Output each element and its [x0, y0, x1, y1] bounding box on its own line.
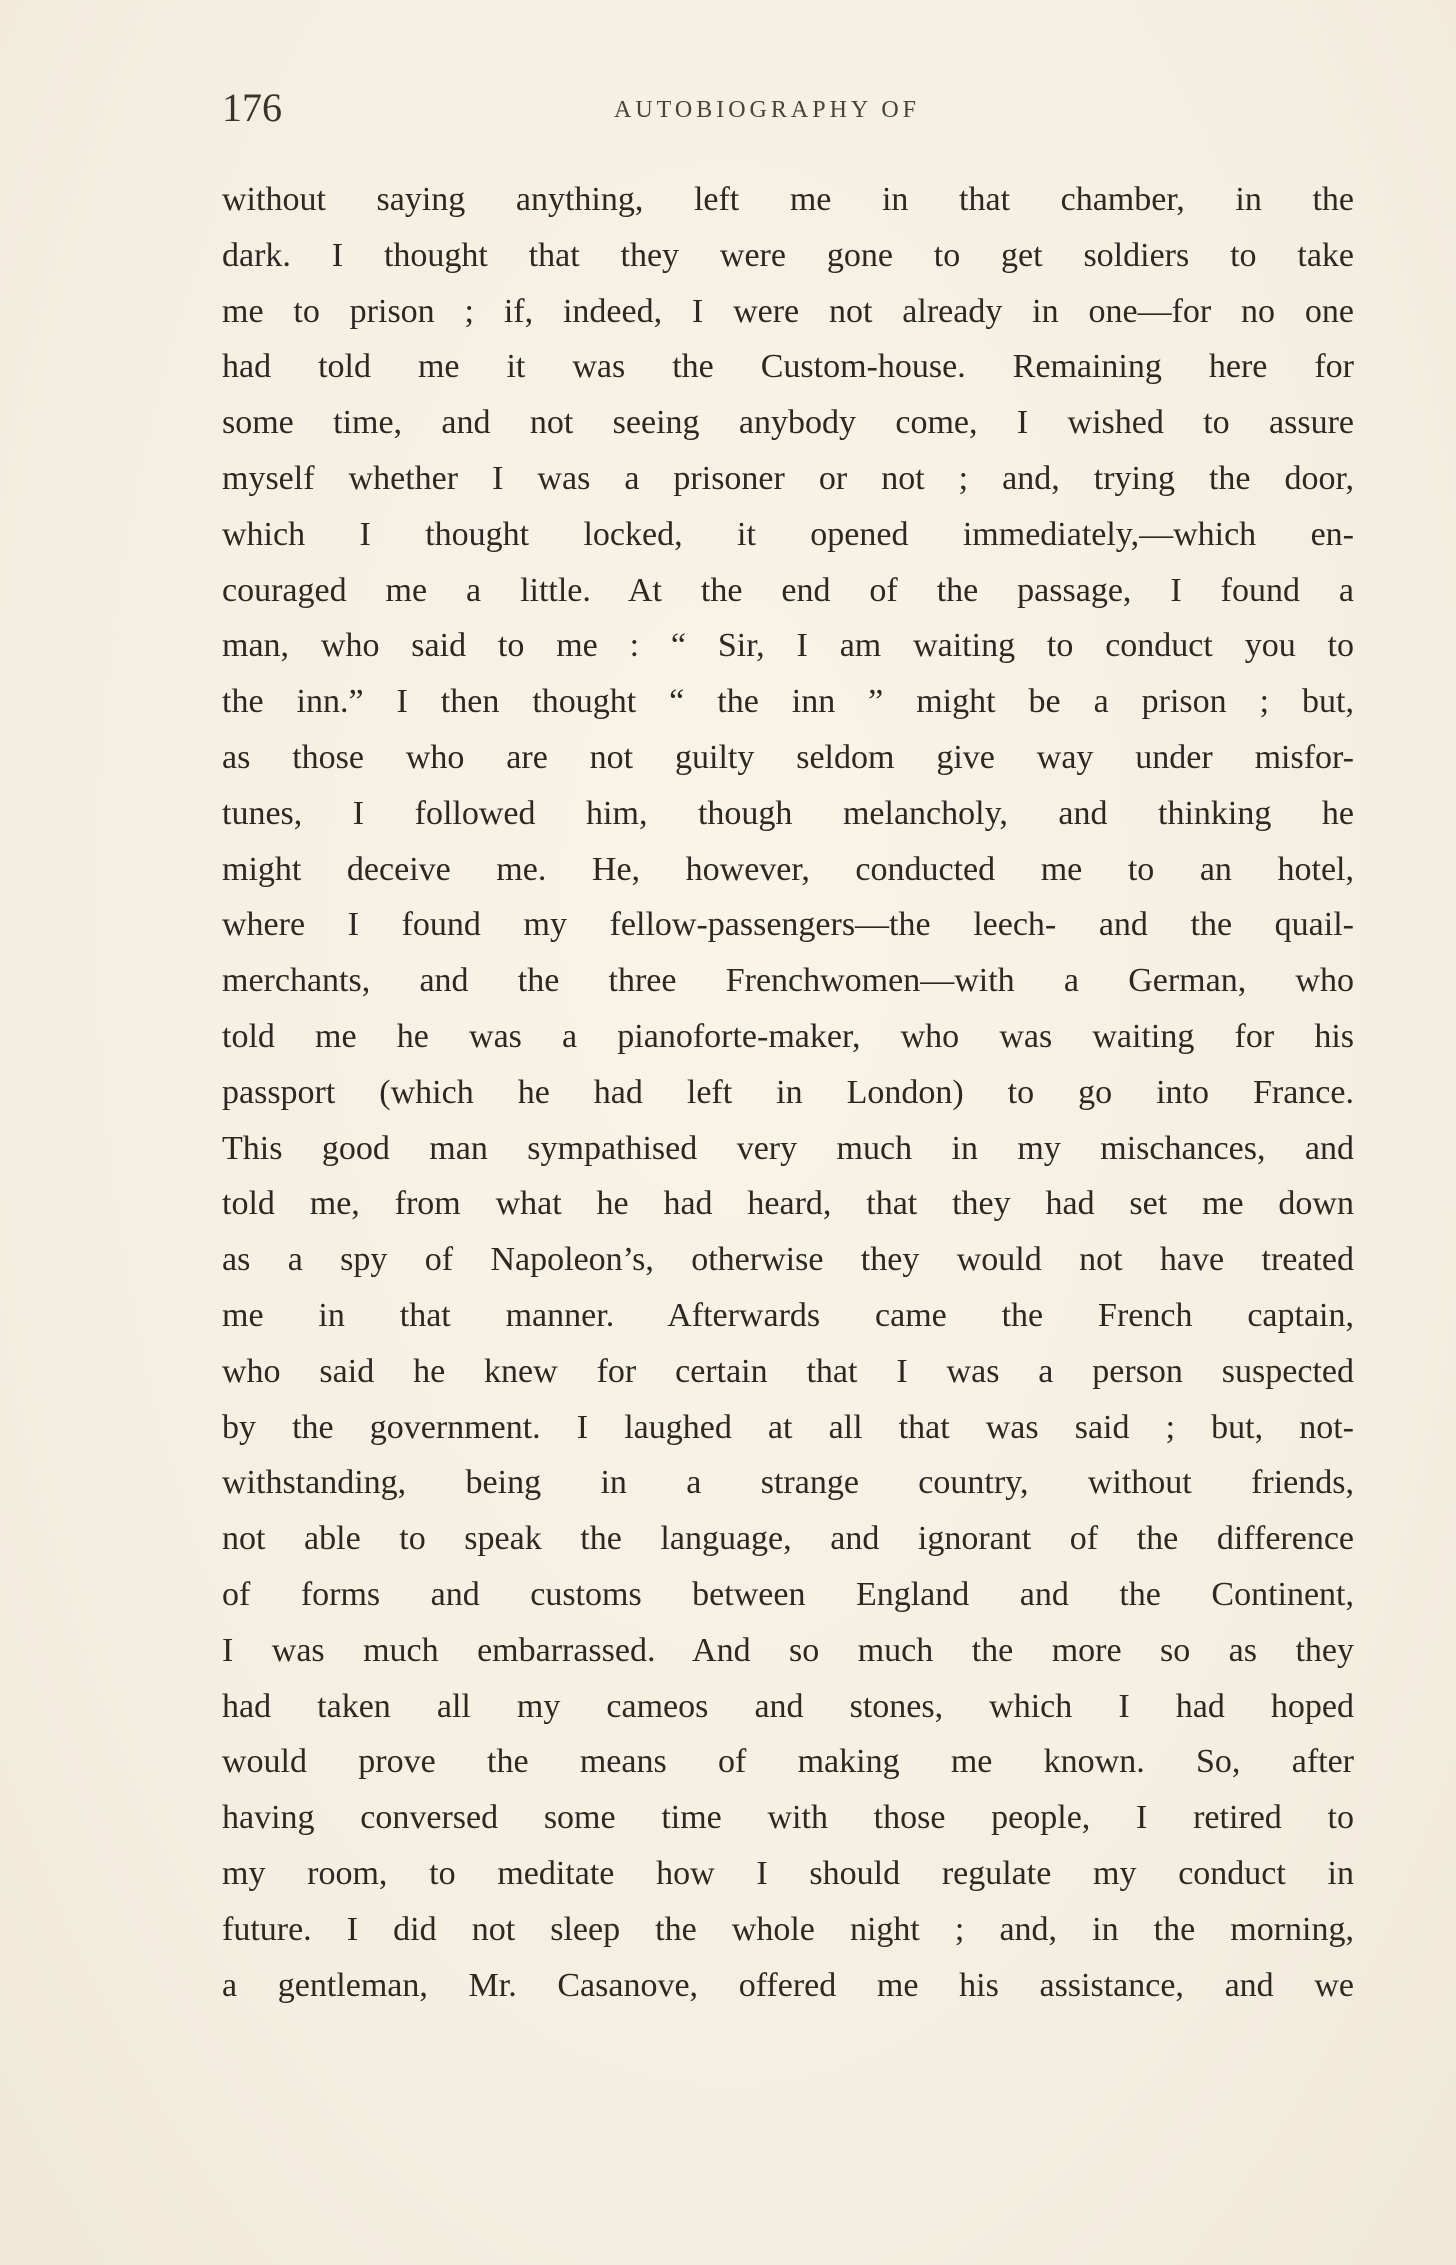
- text-line: a gentleman, Mr. Casanove, offered me his assistance, and we: [222, 1966, 1354, 2004]
- text-line: couraged me a little. At the end of the passage, I found a: [222, 571, 1354, 609]
- text-line: without saying anything, left me in that chamber, in the: [222, 181, 1354, 218]
- text-line: where I found my fellow-passengers—the leech- and the quail-: [222, 906, 1354, 944]
- text-line: my room, to meditate how I should regulate my conduct in: [222, 1854, 1354, 1892]
- text-line: which I thought locked, it opened immediately,—which en-: [222, 515, 1354, 553]
- text-line: by the government. I laughed at all that was said ; but, not-: [222, 1408, 1354, 1446]
- text-line: told me, from what he had heard, that they had set me down: [222, 1185, 1354, 1223]
- text-line: as a spy of Napoleon’s, otherwise they would not have treated: [222, 1241, 1354, 1279]
- text-line: some time, and not seeing anybody come, I wished to assure: [222, 404, 1354, 442]
- text-line: had told me it was the Custom-house. Remaining here for: [222, 348, 1354, 386]
- text-line: who said he knew for certain that I was a person suspected: [222, 1352, 1354, 1390]
- text-line: had taken all my cameos and stones, which I had hoped: [222, 1687, 1354, 1725]
- text-line: tunes, I followed him, though melancholy, and thinking he: [222, 794, 1354, 832]
- text-line: I was much embarrassed. And so much the more so as they: [222, 1631, 1354, 1669]
- text-line: future. I did not sleep the whole night ; and, in the morning,: [222, 1910, 1354, 1948]
- text-line: as those who are not guilty seldom give way under misfor-: [222, 738, 1354, 776]
- page-number: 176: [222, 85, 282, 130]
- body-text: [222, 172, 1354, 2013]
- text-line: me to prison ; if, indeed, I were not already in one—for no one: [222, 292, 1354, 330]
- text-line: having conversed some time with those people, I retired to: [222, 1799, 1354, 1837]
- text-line: told me he was a pianoforte-maker, who was waiting for his: [222, 1017, 1354, 1055]
- text-line: me in that manner. Afterwards came the French captain,: [222, 1296, 1354, 1334]
- text-line: withstanding, being in a strange country, without friends,: [222, 1464, 1354, 1502]
- text-line: not able to speak the language, and ignorant of the difference: [222, 1520, 1354, 1558]
- text-line: merchants, and the three Frenchwomen—with a German, who: [222, 962, 1354, 1000]
- text-line: might deceive me. He, however, conducted me to an hotel,: [222, 850, 1354, 888]
- text-line: of forms and customs between England and the Continent,: [222, 1575, 1354, 1613]
- text-line: would prove the means of making me known. So, after: [222, 1743, 1354, 1781]
- running-title: AUTOBIOGRAPHY OF: [614, 97, 921, 123]
- text-line: the inn.” I then thought “ the inn ” might be a prison ; but,: [222, 683, 1354, 721]
- text-line: man, who said to me : “ Sir, I am waiting to conduct you to: [222, 627, 1354, 665]
- text-line: This good man sympathised very much in my mischances, and: [222, 1129, 1354, 1167]
- running-head: [222, 85, 1352, 130]
- text-line: dark. I thought that they were gone to get soldiers to take: [222, 236, 1354, 274]
- text-line: myself whether I was a prisoner or not ; and, trying the door,: [222, 459, 1354, 497]
- text-line: passport (which he had left in London) to go into France.: [222, 1073, 1354, 1111]
